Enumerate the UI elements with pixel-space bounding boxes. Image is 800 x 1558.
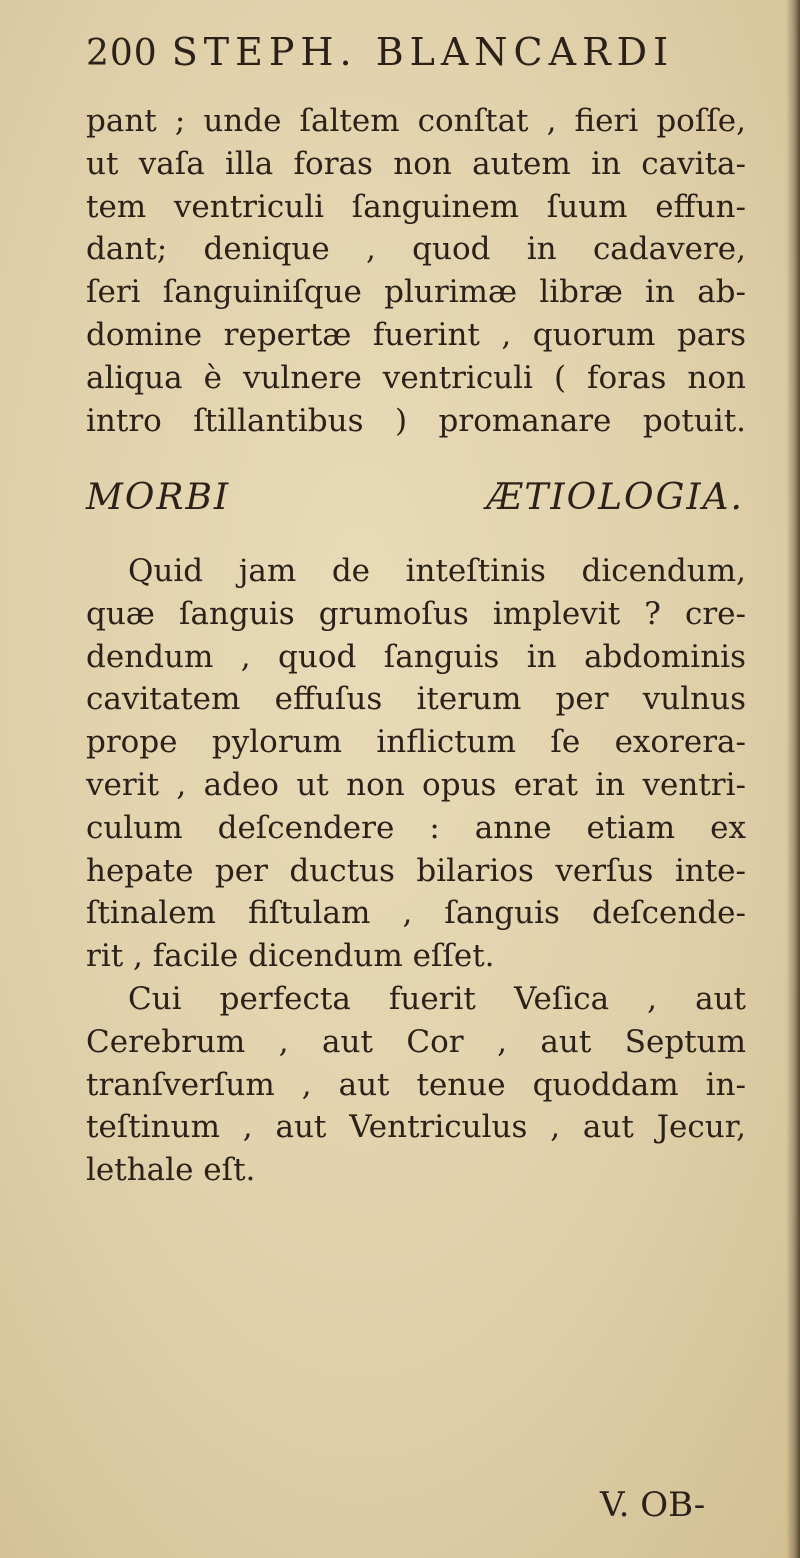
text-line: cavitatem effuſus iterum per vulnus (86, 681, 746, 718)
text-line: dant; denique , quod in cadavere, (86, 231, 746, 268)
catchword: V. OB- (600, 1485, 706, 1525)
page-edge-shadow (786, 0, 800, 1558)
text-line: quæ ſanguis grumoſus implevit ? cre- (86, 595, 746, 632)
text-line: rit , facile dicendum eſſet. (86, 938, 495, 975)
text-line: aliqua è vulnere ventriculi ( foras non (86, 359, 746, 396)
text-line: pant ; unde ſaltem conſtat , fieri poſſe, (86, 103, 746, 139)
running-head: STEPH. BLANCARDI (171, 30, 675, 74)
page-header (86, 30, 736, 80)
text-line: tranſverſum , aut tenue quoddam in- (86, 1066, 746, 1103)
text-line: domine repertæ fuerint , quorum pars (86, 316, 746, 353)
text-line: intro ſtillantibus ) promanare potuit. (86, 402, 746, 439)
page-number: 200 (86, 33, 158, 74)
paragraph-1 (86, 100, 746, 442)
text-line: ſtinalem fiſtulam , ſanguis deſcende- (86, 895, 746, 932)
text-line: dendum , quod ſanguis in abdominis (86, 638, 746, 675)
text-line: tem ventriculi ſanguinem ſuum effun- (86, 188, 746, 225)
text-line: teſtinum , aut Ventriculus , aut Jecur, (86, 1109, 746, 1146)
text-line: lethale eſt. (86, 1152, 256, 1189)
section-heading: MORBI ÆTIOLOGIA. (86, 477, 744, 518)
text-line: prope pylorum inflictum ſe exorera- (86, 724, 746, 761)
text-line: verit , adeo ut non opus erat in ventri- (86, 766, 746, 803)
text-line: Cui perfecta fuerit Veſica , aut (128, 981, 746, 1017)
text-line: hepate per ductus bilarios verſus inte- (86, 852, 746, 889)
text-line: ut vaſa illa foras non autem in cavita- (86, 145, 746, 182)
paragraph-3 (86, 978, 746, 1192)
paragraph-2 (86, 550, 746, 978)
text-line: Cerebrum , aut Cor , aut Septum (86, 1023, 746, 1060)
text-line: Quid jam de inteſtinis dicendum, (128, 553, 746, 589)
text-line: culum deſcendere : anne etiam ex (86, 809, 746, 846)
text-line: ſeri ſanguiniſque plurimæ libræ in ab- (86, 274, 746, 311)
